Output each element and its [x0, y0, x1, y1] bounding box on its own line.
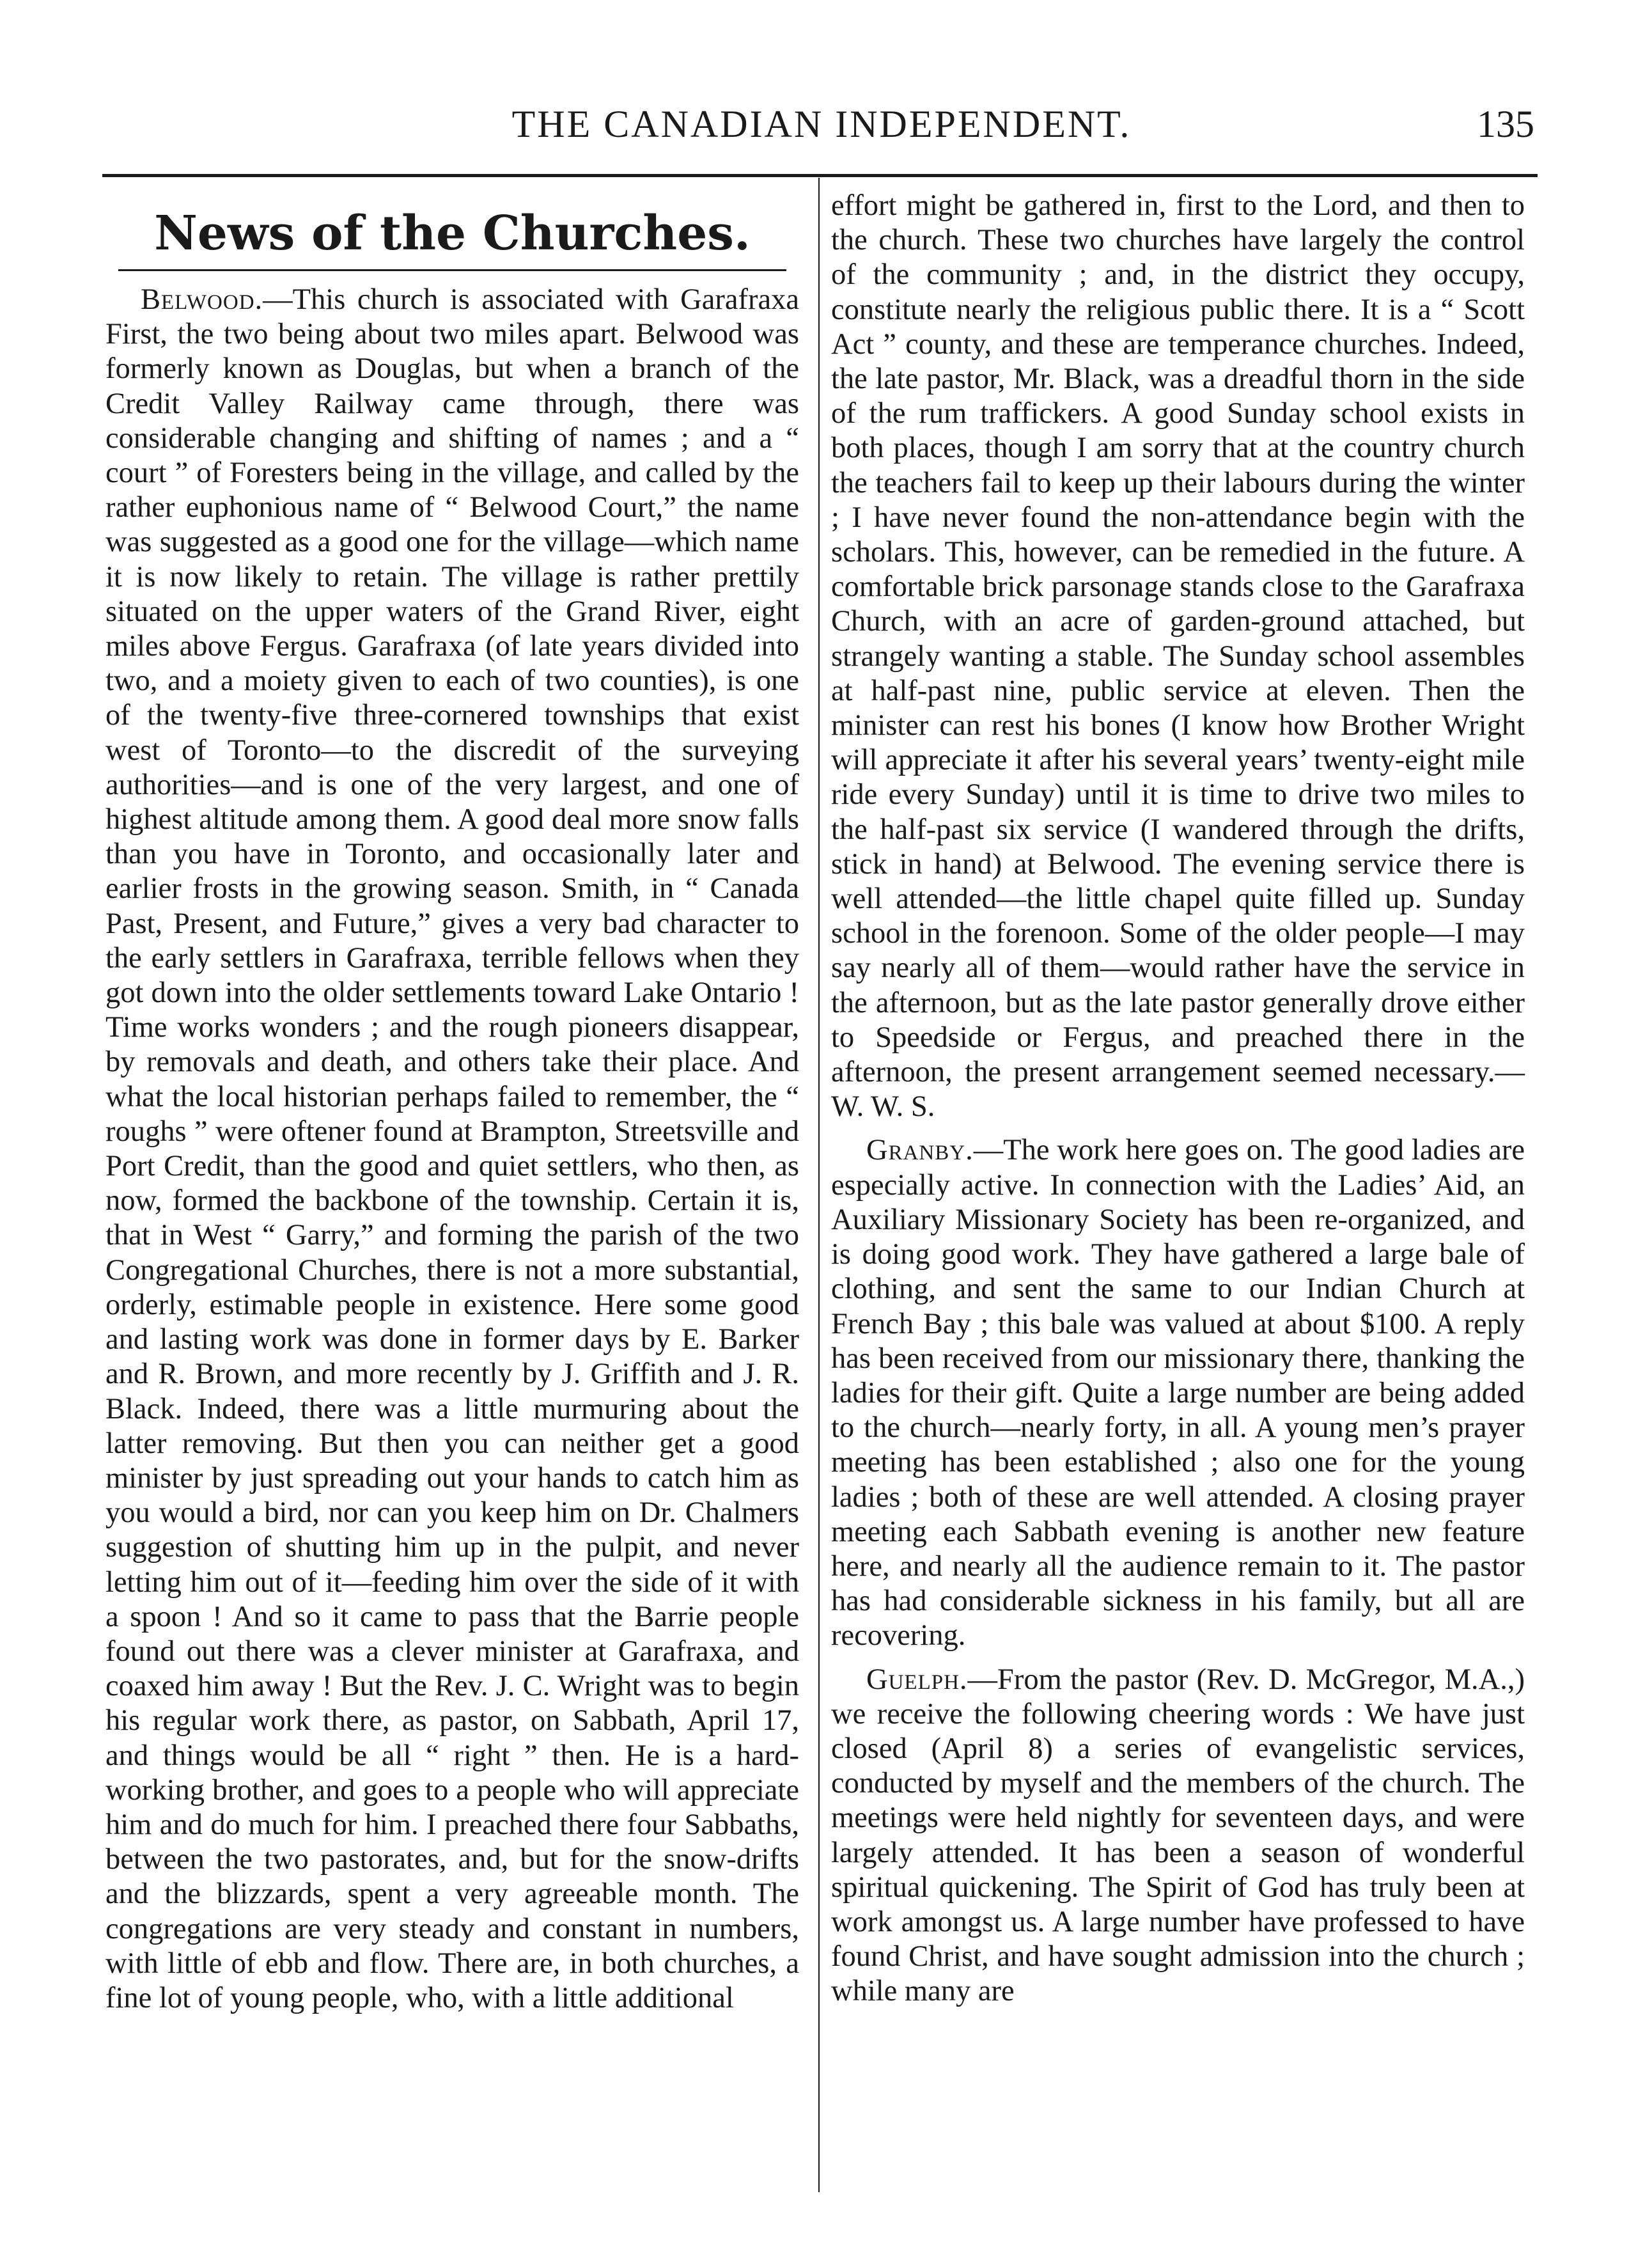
column-divider [818, 178, 820, 2192]
belwood-name: Belwood. [141, 283, 263, 316]
running-title: THE CANADIAN INDEPENDENT. [511, 103, 1132, 145]
granby-paragraph [831, 1133, 1525, 1653]
granby-text: —The work here goes on. The good ladies are especially active. In connection with the Ladies’ Aid, an Auxiliary Missionary Society has been re-organized, and is doing good work. They have gathered a large bale of clothing, and sent the same to our Indian Church at French Bay ; this bale was valued at about $100. A reply has been received from our missionary there, thanking the ladies for their gift. Quite a large number are being added to the church—nearly forty, in all. A young men’s prayer meeting has been established ; also one for the young ladies ; both of these are well attended. A closing prayer meeting each Sabbath evening is another new feature here, and nearly all the audience remain to it. The pastor has had considerable sickness in his family, but all are recovering. [831, 1134, 1525, 1652]
guelph-paragraph [831, 1663, 1525, 2009]
belwood-text: —This church is associated with Garafraxa First, the two being about two miles apart. Belwood was formerly known as Douglas, but when a branch of the Credit Valley Railway came through, there was considerable changing and shifting of names ; and a “ court ” of Foresters being in the village, and called by the rather euphonious name of “ Belwood Court,” the name was suggested as a good one for the village—which name it is now likely to retain. The village is rather prettily situated on the upper waters of the Grand River, eight miles above Fergus. Garafraxa (of late years divided into two, and a moiety given to each of two counties), is one of the twenty-five three-cornered townships that exist west of Toronto—to the discredit of the surveying authorities—and is one of the very largest, and one of highest altitude among them. A good deal more snow falls than you have in Toronto, and occasionally later and earlier frosts in the growing season. Smith, in “ Canada Past, Present, and Future,” gives a very bad character to the early settlers in Garafraxa, terrible fellows when they got down into the older settlements toward Lake Ontario ! Time works wonders ; and the rough pioneers disappear, by removals and death, and others take their place. And what the local historian perhaps failed to remember, the “ roughs ” were oftener found at Brampton, Streetsville and Port Credit, than the good and quiet settlers, who then, as now, formed the backbone of the township. Certain it is, that in West “ Garry,” and forming the parish of the two Congregational Churches, there is not a more substantial, orderly, estimable people in existence. Here some good and lasting work was done in former days by E. Barker and R. Brown, and more recently by J. Griffith and J. R. Black. Indeed, there was a little murmuring about the latter removing. But then you can neither get a good minister by just spreading out your hands to catch him as you would a bird, nor can you keep him on Dr. Chalmers suggestion of shutting him up in the pulpit, and never letting him out of it—feeding him over the side of it with a spoon ! And so it came to pass that the Barrie people found out there was a clever minister at Garafraxa, and coaxed him away ! But the Rev. J. C. Wright was to begin his regular work there, as pastor, on Sabbath, April 17, and things would be all “ right ” then. He is a hard-working brother, and goes to a people who will appreciate him and do much for him. I preached there four Sabbaths, between the two pastorates, and, but for the snow-drifts and the blizzards, spent a very agreeable month. The congregations are very steady and constant in numbers, with little of ebb and flow. There are, in both churches, a fine lot of young people, who, with a little additional [105, 283, 799, 2014]
heading-rule [118, 269, 786, 271]
guelph-name: Guelph. [866, 1663, 968, 1696]
running-header [109, 102, 1534, 153]
right-column [831, 189, 1525, 2009]
section-heading: News of the Churches. [154, 206, 751, 261]
guelph-text: —From the pastor (Rev. D. McGregor, M.A.,) we receive the following cheering words : We have just closed (April 8) a series of evangelistic services, conducted by myself and the members of the church. The meetings were held nightly for seventeen days, and were largely attended. It has been a season of wonderful spiritual quickening. The Spirit of God has truly been at work amongst us. A large number have professed to have found Christ, and have sought admission into the church ; while many are [831, 1663, 1525, 2008]
belwood-continued-paragraph: effort might be gathered in, first to the Lord, and then to the church. These two churches have largely the control of the community ; and, in the district they occupy, constitute nearly the religious public there. It is a “ Scott Act ” county, and these are temperance churches. Indeed, the late pastor, Mr. Black, was a dreadful thorn in the side of the rum traffickers. A good Sunday school exists in both places, though I am sorry that at the country church the teachers fail to keep up their labours during the winter ; I have never found the non-attendance begin with the scholars. This, however, can be remedied in the future. A comfortable brick parsonage stands close to the Garafraxa Church, with an acre of garden-ground attached, but strangely wanting a stable. The Sunday school assembles at half-past nine, public service at eleven. Then the minister can rest his bones (I know how Brother Wright will appreciate it after his several years’ twenty-eight mile ride every Sunday) until it is time to drive two miles to the half-past six service (I wandered through the drifts, stick in hand) at Belwood. The evening service there is well attended—the little chapel quite filled up. Sunday school in the forenoon. Some of the older people—I may say nearly all of them—would rather have the service in the afternoon, but as the late pastor generally drove either to Speedside or Fergus, and preached there in the afternoon, the present arrangement seemed necessary.—W. W. S. [831, 189, 1525, 1124]
page-number: 135 [1477, 103, 1534, 145]
header-rule [102, 174, 1538, 177]
left-column [105, 189, 799, 2016]
granby-name: Granby. [866, 1134, 974, 1167]
belwood-paragraph [105, 283, 799, 2016]
